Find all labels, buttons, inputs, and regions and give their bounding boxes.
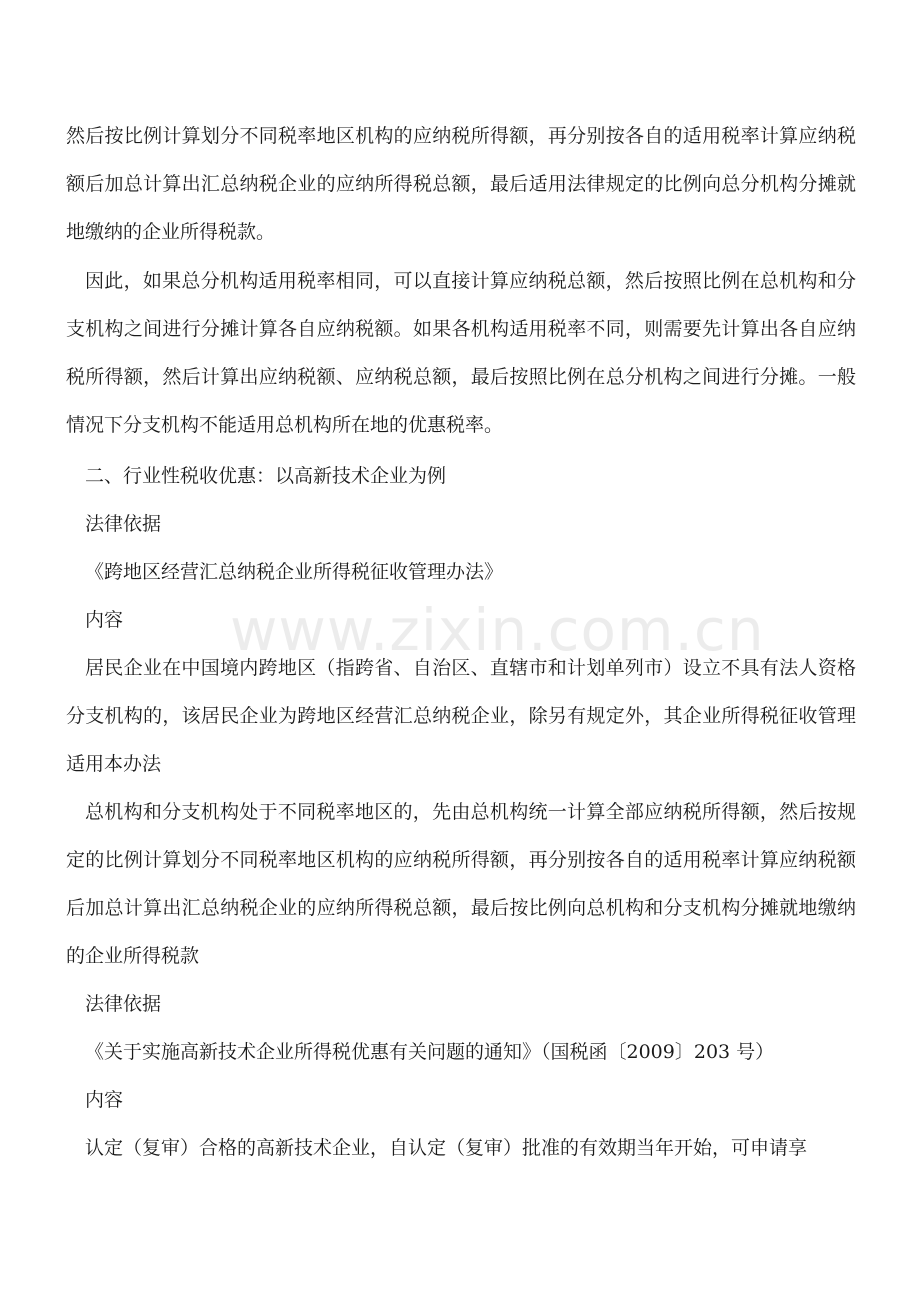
paragraph-continuation: 然后按比例计算划分不同税率地区机构的应纳税所得额，再分别按各自的适用税率计算应纳税额后加总计算出汇总纳税企业的应纳所得税总额，最后适用法律规定的比例向总分机构分摊就地缴纳的企业所得税款。 <box>66 125 856 243</box>
citation-regulation: 《跨地区经营汇总纳税企业所得税征收管理办法》 <box>85 561 504 583</box>
section-heading: 二、行业性税收优惠：以高新技术企业为例 <box>85 465 447 487</box>
label-legal-basis: 法律依据 <box>85 513 162 535</box>
label-content: 内容 <box>85 609 124 631</box>
watermark: www.zixin.com.cn <box>230 596 765 664</box>
citation-notice: 《关于实施高新技术企业所得税优惠有关问题的通知》（国税函〔2009〕203 号） <box>85 1041 775 1063</box>
label-legal-basis-2: 法律依据 <box>85 993 162 1015</box>
label-content-2: 内容 <box>85 1089 124 1111</box>
paragraph-conclusion: 因此，如果总分机构适用税率相同，可以直接计算应纳税总额，然后按照比例在总机构和分支机构之间进行分摊计算各自应纳税额。如果各机构适用税率不同，则需要先计算出各自应纳税所得额，然后计算出应纳税额、应纳税总额，最后按照比例在总分机构之间进行分摊。一般情况下分支机构不能适用总机构所在地的优惠税率。 <box>66 270 856 436</box>
paragraph-allocation: 总机构和分支机构处于不同税率地区的，先由总机构统一计算全部应纳税所得额，然后按规定的比例计算划分不同税率地区机构的应纳税所得额，再分别按各自的适用税率计算应纳税额后加总计算出汇总纳税企业的应纳所得税总额，最后按比例向总机构和分支机构分摊就地缴纳的企业所得税款 <box>66 801 856 967</box>
paragraph-scope: 居民企业在中国境内跨地区（指跨省、自治区、直辖市和计划单列市）设立不具有法人资格分支机构的，该居民企业为跨地区经营汇总纳税企业，除另有规定外，其企业所得税征收管理适用本办法 <box>66 657 856 775</box>
paragraph-high-tech: 认定（复审）合格的高新技术企业，自认定（复审）批准的有效期当年开始，可申请享 <box>85 1137 808 1159</box>
